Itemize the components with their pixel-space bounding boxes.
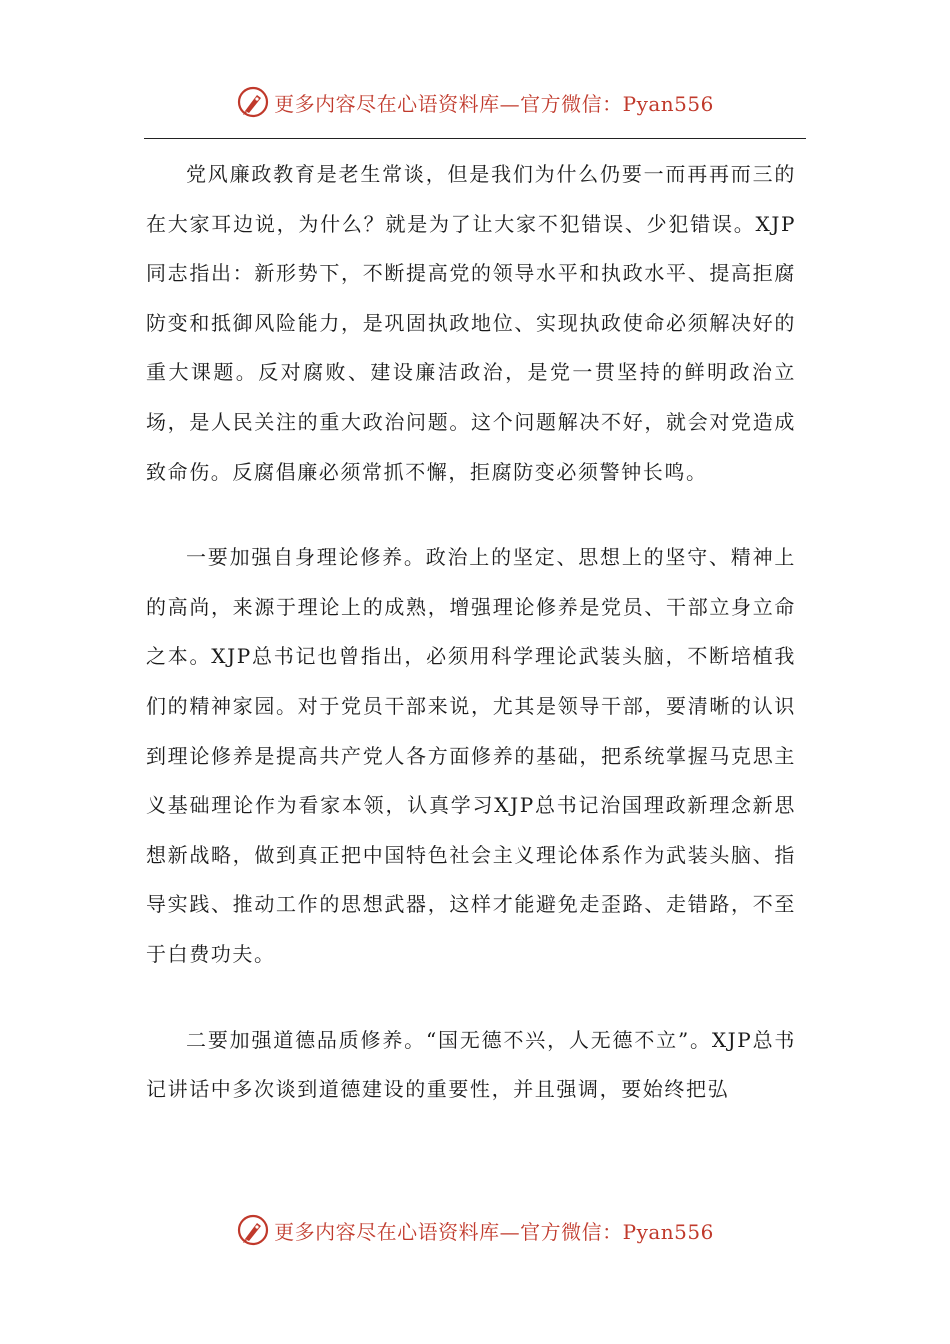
document-body (146, 150, 796, 1115)
header-banner-dash: — (499, 91, 521, 116)
footer-banner-dash: — (499, 1219, 521, 1244)
header-banner-text (274, 88, 714, 117)
footer-banner-tail: 官方微信：Pyan556 (520, 1219, 714, 1244)
paragraph-gap (146, 980, 796, 1016)
paragraph-3: 二要加强道德品质修养。“国无德不兴，人无德不立”。XJP总书记讲话中多次谈到道德建设的重要性，并且强调，要始终把弘 (146, 1027, 796, 1102)
header-divider (144, 138, 806, 139)
header-banner (0, 80, 950, 124)
footer-banner-text (274, 1216, 714, 1245)
paragraph-gap (146, 497, 796, 533)
pen-nib-logo-icon (236, 1213, 270, 1247)
paragraph-2: 一要加强自身理论修养。政治上的坚定、思想上的坚守、精神上的高尚，来源于理论上的成熟，增强理论修养是党员、干部立身立命之本。XJP总书记也曾指出，必须用科学理论武装头脑，不断培植我们的精神家园。对于党员干部来说，尤其是领导干部，要清晰的认识到理论修养是提高共产党人各方面修养的基础，把系统掌握马克思主义基础理论作为看家本领，认真学习XJP总书记治国理政新理念新思想新战略，做到真正把中国特色社会主义理论体系作为武装头脑、指导实践、推动工作的思想武器，这样才能避免走歪路、走错路，不至于白费功夫。 (146, 545, 796, 966)
paragraph-1: 党风廉政教育是老生常谈，但是我们为什么仍要一而再再而三的在大家耳边说，为什么？就是为了让大家不犯错误、少犯错误。XJP同志指出：新形势下，不断提高党的领导水平和执政水平、提高拒腐防变和抵御风险能力，是巩固执政地位、实现执政使命必须解决好的重大课题。反对腐败、建设廉洁政治，是党一贯坚持的鲜明政治立场，是人民关注的重大政治问题。这个问题解决不好，就会对党造成致命伤。反腐倡廉必须常抓不懈，拒腐防变必须警钟长鸣。 (146, 162, 796, 484)
pen-nib-logo-icon (236, 85, 270, 119)
header-banner-tail: 官方微信：Pyan556 (520, 91, 714, 116)
footer-banner-main: 更多内容尽在心语资料库 (274, 1219, 500, 1244)
header-banner-main: 更多内容尽在心语资料库 (274, 91, 500, 116)
footer-banner (0, 1208, 950, 1252)
